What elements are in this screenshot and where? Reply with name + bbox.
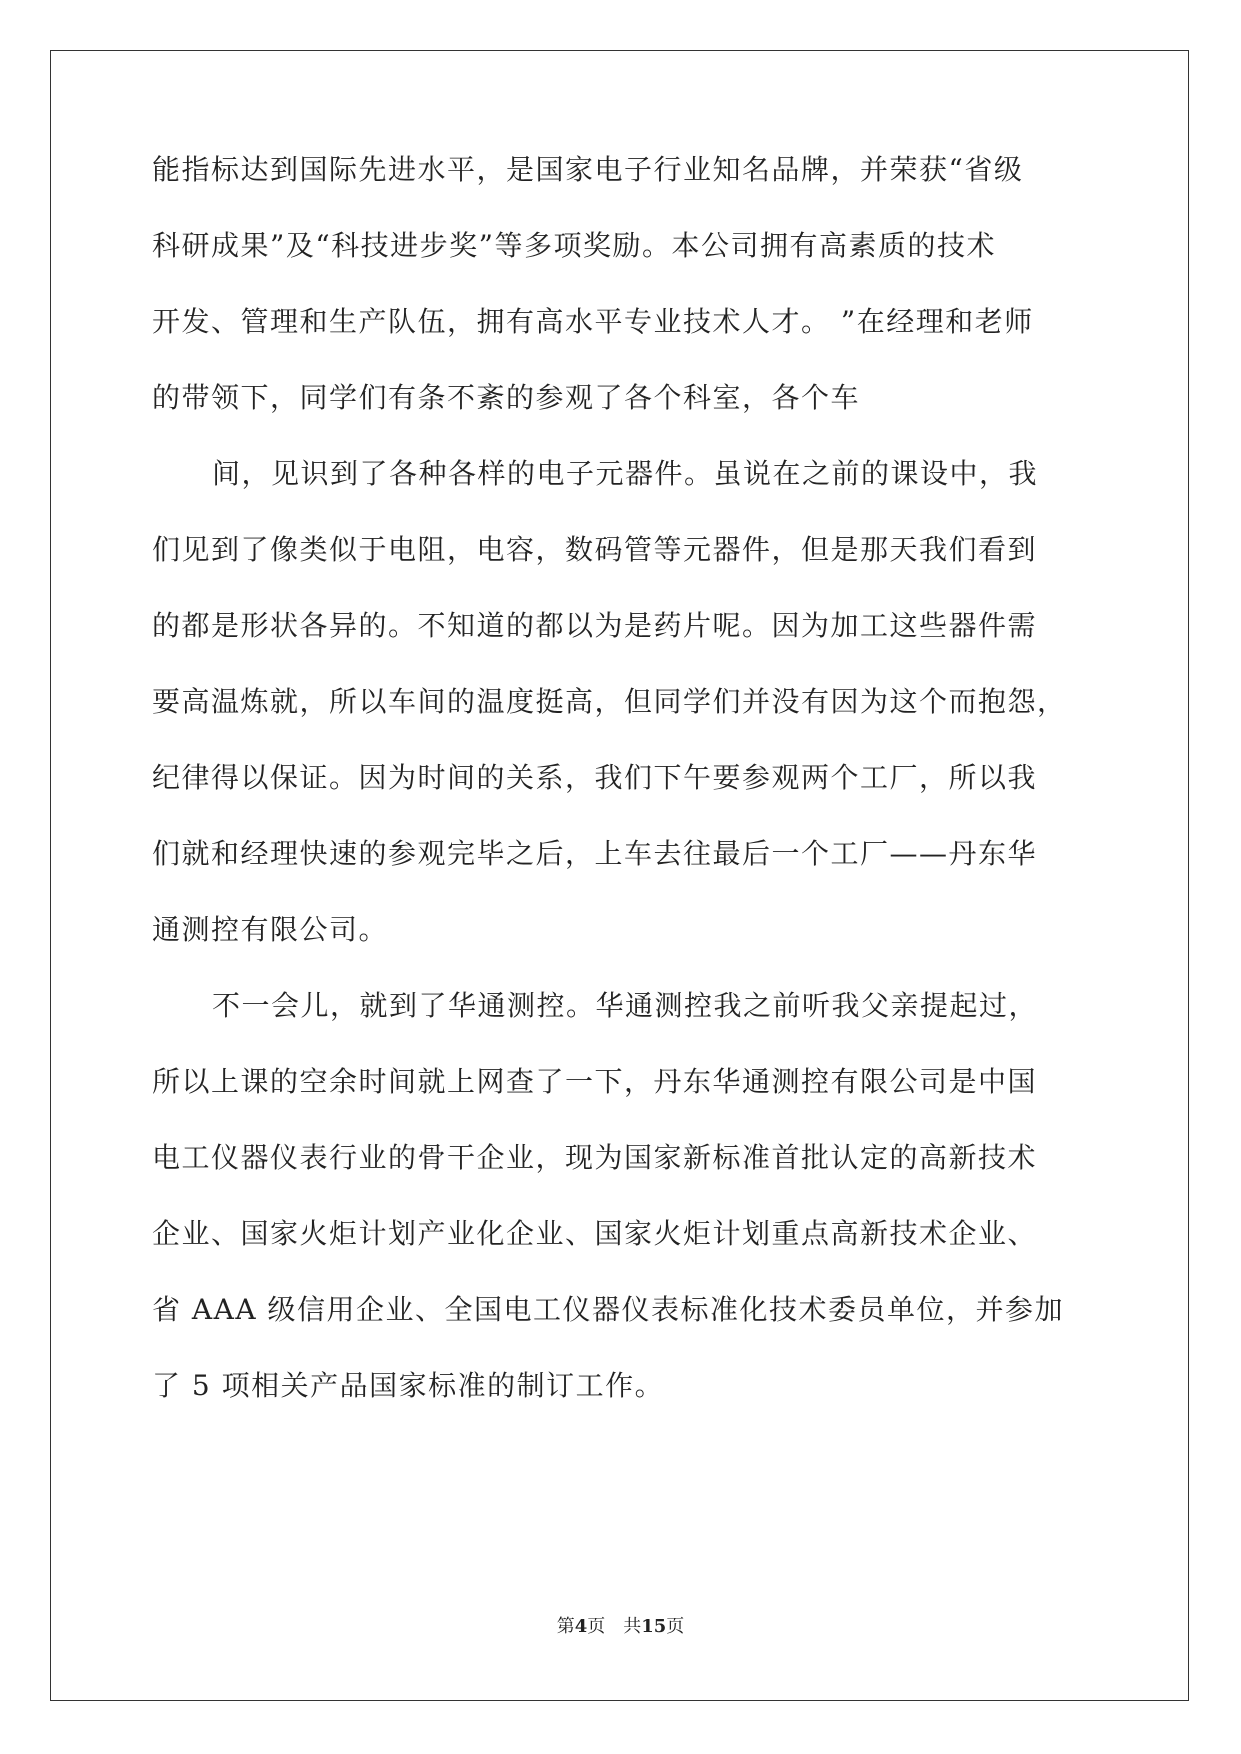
footer-middle: 页 共	[587, 1616, 642, 1637]
text-line: 省 AAA 级信用企业、全国电工仪器仪表标准化技术委员单位，并参加	[152, 1293, 1064, 1326]
text-line: 所以上课的空余时间就上网查了一下，丹东华通测控有限公司是中国	[152, 1065, 1038, 1098]
text-line: 纪律得以保证。因为时间的关系，我们下午要参观两个工厂，所以我	[152, 761, 1038, 794]
text-line: 们见到了像类似于电阻，电容，数码管等元器件，但是那天我们看到	[152, 533, 1038, 566]
text-line: 电工仪器仪表行业的骨干企业，现为国家新标准首批认定的高新技术	[152, 1141, 1038, 1174]
text-line: 开发、管理和生产队伍，拥有高水平专业技术人才。 ”在经理和老师	[152, 305, 1034, 338]
total-pages-number: 15	[641, 1616, 667, 1637]
text-line: 能指标达到国际先进水平，是国家电子行业知名品牌，并荣获“省级	[152, 153, 1024, 186]
text-line: 要高温炼就，所以车间的温度挺高，但同学们并没有因为这个而抱怨，	[152, 685, 1067, 718]
text-line: 不一会儿，就到了华通测控。华通测控我之前听我父亲提起过，	[212, 989, 1039, 1022]
text-line: 通测控有限公司。	[152, 913, 389, 946]
text-line: 的都是形状各异的。不知道的都以为是药片呢。因为加工这些器件需	[152, 609, 1038, 642]
page-border	[50, 50, 1189, 1701]
current-page-number: 4	[574, 1616, 588, 1637]
text-line: 企业、国家火炬计划产业化企业、国家火炬计划重点高新技术企业、	[152, 1217, 1038, 1250]
text-line: 了 5 项相关产品国家标准的制订工作。	[152, 1369, 665, 1402]
footer-suffix: 页	[666, 1616, 685, 1637]
page-number-footer	[0, 1616, 1241, 1638]
text-line: 科研成果”及“科技进步奖”等多项奖励。本公司拥有高素质的技术	[152, 229, 996, 262]
text-line: 的带领下，同学们有条不紊的参观了各个科室，各个车	[152, 381, 861, 414]
footer-prefix: 第	[556, 1616, 575, 1637]
text-line: 们就和经理快速的参观完毕之后，上车去往最后一个工厂——丹东华	[152, 837, 1038, 870]
text-line: 间，见识到了各种各样的电子元器件。虽说在之前的课设中，我	[212, 457, 1039, 490]
